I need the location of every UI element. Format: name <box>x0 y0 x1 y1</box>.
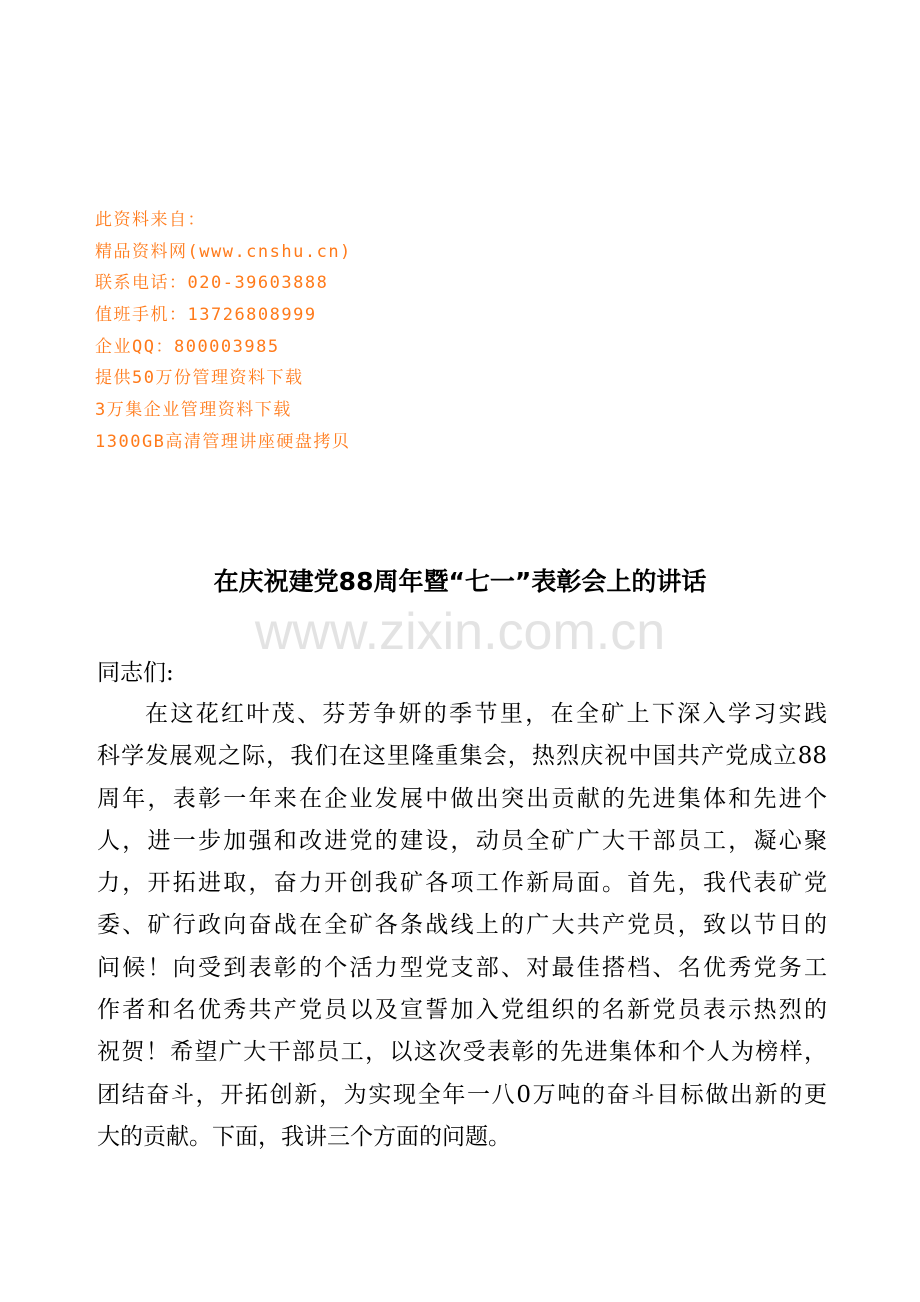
source-line: 1300GB高清管理讲座硬盘拷贝 <box>95 431 351 452</box>
paragraph-line: 问候！向受到表彰的个活力型党支部、对最佳搭档、名优秀党务工 <box>97 954 827 981</box>
paragraph-line: 祝贺！希望广大干部员工，以这次受表彰的先进集体和个人为榜样， <box>97 1039 827 1066</box>
paragraph-line: 周年，表彰一年来在企业发展中做出突出贡献的先进集体和先进个 <box>97 785 827 812</box>
paragraph-line: 大的贡献。下面，我讲三个方面的问题。 <box>97 1123 511 1150</box>
watermark: www.zixin.com.cn <box>254 603 666 661</box>
paragraph-line: 团结奋斗，开拓创新，为实现全年一八0万吨的奋斗目标做出新的更 <box>97 1081 827 1108</box>
source-line: 联系电话：020-39603888 <box>95 273 329 294</box>
paragraph-line: 力，开拓进取，奋力开创我矿各项工作新局面。首先，我代表矿党 <box>97 870 827 897</box>
source-line: 企业QQ：800003985 <box>95 336 280 357</box>
source-line: 精品资料网(www.cnshu.cn) <box>95 241 352 262</box>
paragraph-line: 作者和名优秀共产党员以及宣誓加入党组织的名新党员表示热烈的 <box>97 997 827 1024</box>
paragraph-line: 在这花红叶茂、芬芳争妍的季节里，在全矿上下深入学习实践 <box>145 701 827 727</box>
paragraph-line: 委、矿行政向奋战在全矿各条战线上的广大共产党员，致以节日的 <box>97 912 827 939</box>
paragraph-line: 科学发展观之际，我们在这里隆重集会，热烈庆祝中国共产党成立88 <box>97 743 827 770</box>
source-line: 值班手机：13726808999 <box>95 305 317 326</box>
source-line: 提供50万份管理资料下载 <box>95 368 304 389</box>
source-line: 此资料来自： <box>95 210 206 230</box>
paragraph-line: 人，进一步加强和改进党的建设，动员全矿广大干部员工，凝心聚 <box>97 827 827 854</box>
document-title: 在庆祝建党88周年暨“七一”表彰会上的讲话 <box>213 567 707 596</box>
greeting: 同志们: <box>97 660 174 686</box>
source-info-block <box>95 205 352 459</box>
source-line: 3万集企业管理资料下载 <box>95 400 292 421</box>
body-paragraph <box>97 693 827 1158</box>
